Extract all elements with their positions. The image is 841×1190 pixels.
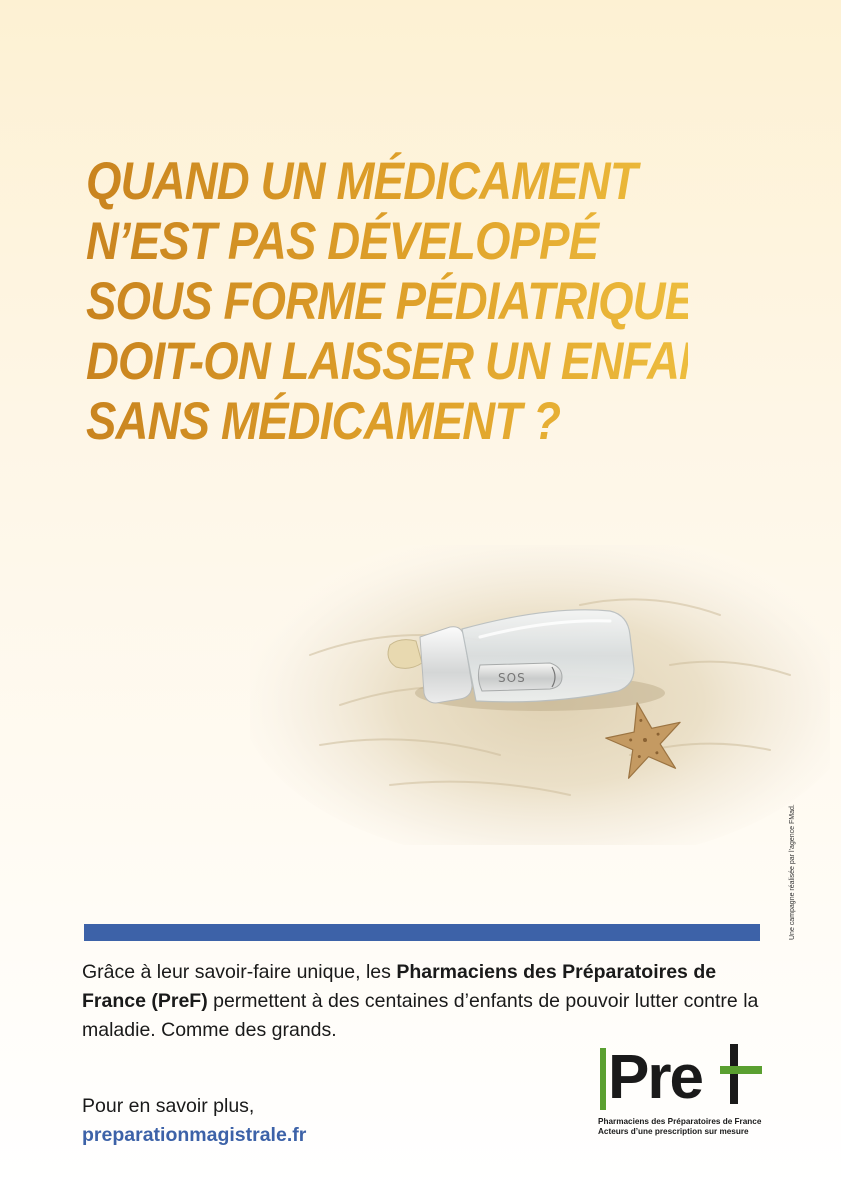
campaign-credit: Une campagne réalisée par l’agence FMad. — [789, 804, 796, 940]
logo-tagline-2: Acteurs d’une prescription sur mesure — [598, 1127, 749, 1136]
more-info — [82, 1092, 306, 1150]
logo-tagline — [598, 1117, 768, 1137]
beach-bottle-illustration — [250, 545, 830, 845]
body-text-part-1: Grâce à leur savoir-faire unique, les — [82, 961, 397, 983]
headline-line-3: SOUS FORME PÉDIATRIQUE, — [86, 272, 707, 331]
headline-line-4: DOIT-ON LAISSER UN ENFANT — [86, 332, 739, 391]
sos-label: SOS — [498, 671, 526, 685]
headline-line-1: QUAND UN MÉDICAMENT — [86, 152, 688, 212]
headline-line-5: SANS MÉDICAMENT ? — [86, 392, 688, 452]
website-link[interactable]: preparationmagistrale.fr — [82, 1124, 307, 1146]
logo-word: Pre — [608, 1043, 702, 1112]
body-paragraph — [82, 958, 772, 1045]
headline — [86, 152, 739, 452]
more-info-label: Pour en savoir plus, — [82, 1095, 255, 1117]
pref-logo — [598, 1040, 768, 1150]
body-text-part-2: permettent à des centaines d’enfants de pouvoir lutter contre la maladie. Comme des grands. — [82, 990, 759, 1041]
headline-line-2: N’EST PAS DÉVELOPPÉ — [86, 212, 688, 272]
pref-logo-wordmark — [598, 1040, 768, 1114]
blue-divider — [84, 924, 760, 941]
logo-tagline-1: Pharmaciens des Préparatoires de France — [598, 1117, 762, 1126]
body-text-bold: Pharmaciens des Préparatoires de France (PreF) — [82, 961, 717, 1012]
